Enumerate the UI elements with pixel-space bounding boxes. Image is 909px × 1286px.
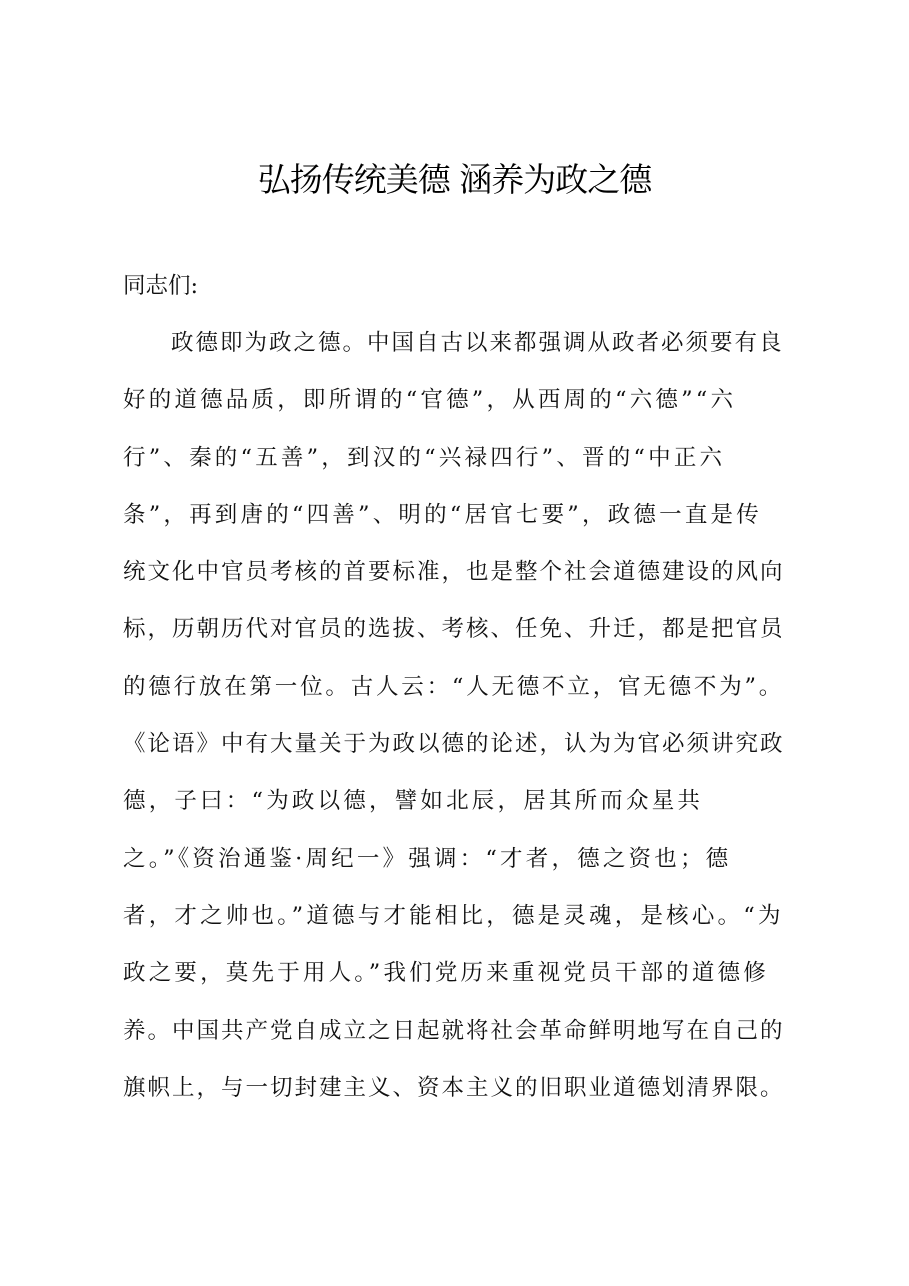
body-paragraph [123, 326, 787, 1128]
text-line: 者，才之帅也。”道德与才能相比，德是灵魂，是核心。“为 [123, 902, 784, 929]
text-line: 养。中国共产党自成立之日起就将社会革命鲜明地写在自己的 [123, 1017, 785, 1044]
text-line: 统文化中官员考核的首要标准，也是整个社会道德建设的风向 [123, 559, 785, 586]
salutation: 同志们: [123, 273, 199, 299]
text-line: 德，子曰：“为政以德，譬如北辰，居其所而众星共 [123, 788, 704, 815]
text-line: 好的道德品质，即所谓的“官德”，从西周的“六德”“六 [123, 387, 737, 414]
text-line: 行”、秦的“五善”，到汉的“兴禄四行”、晋的“中正六 [123, 444, 726, 471]
text-line: 条”，再到唐的“四善”、明的“居官七要”，政德一直是传 [123, 501, 762, 528]
text-line: 政德即为政之德。中国自古以来都强调从政者必须要有良 [171, 330, 784, 356]
text-line: 《论语》中有大量关于为政以德的论述，认为为官必须讲究政 [123, 731, 785, 758]
text-line: 的德行放在第一位。古人云：“人无德不立，官无德不为”。 [123, 673, 785, 700]
text-line: 政之要，莫先于用人。”我们党历来重视党员干部的道德修 [123, 960, 769, 987]
text-line: 旗帜上，与一切封建主义、资本主义的旧职业道德划清界限。 [123, 1074, 785, 1101]
text-line: 标，历朝历代对官员的选拔、考核、任免、升迁，都是把官员 [123, 616, 785, 643]
text-line: 之。”《资治通鉴·周纪一》强调：“才者，德之资也；德 [123, 845, 732, 872]
document-title: 弘扬传统美德 涵养为政之德 [257, 160, 652, 199]
